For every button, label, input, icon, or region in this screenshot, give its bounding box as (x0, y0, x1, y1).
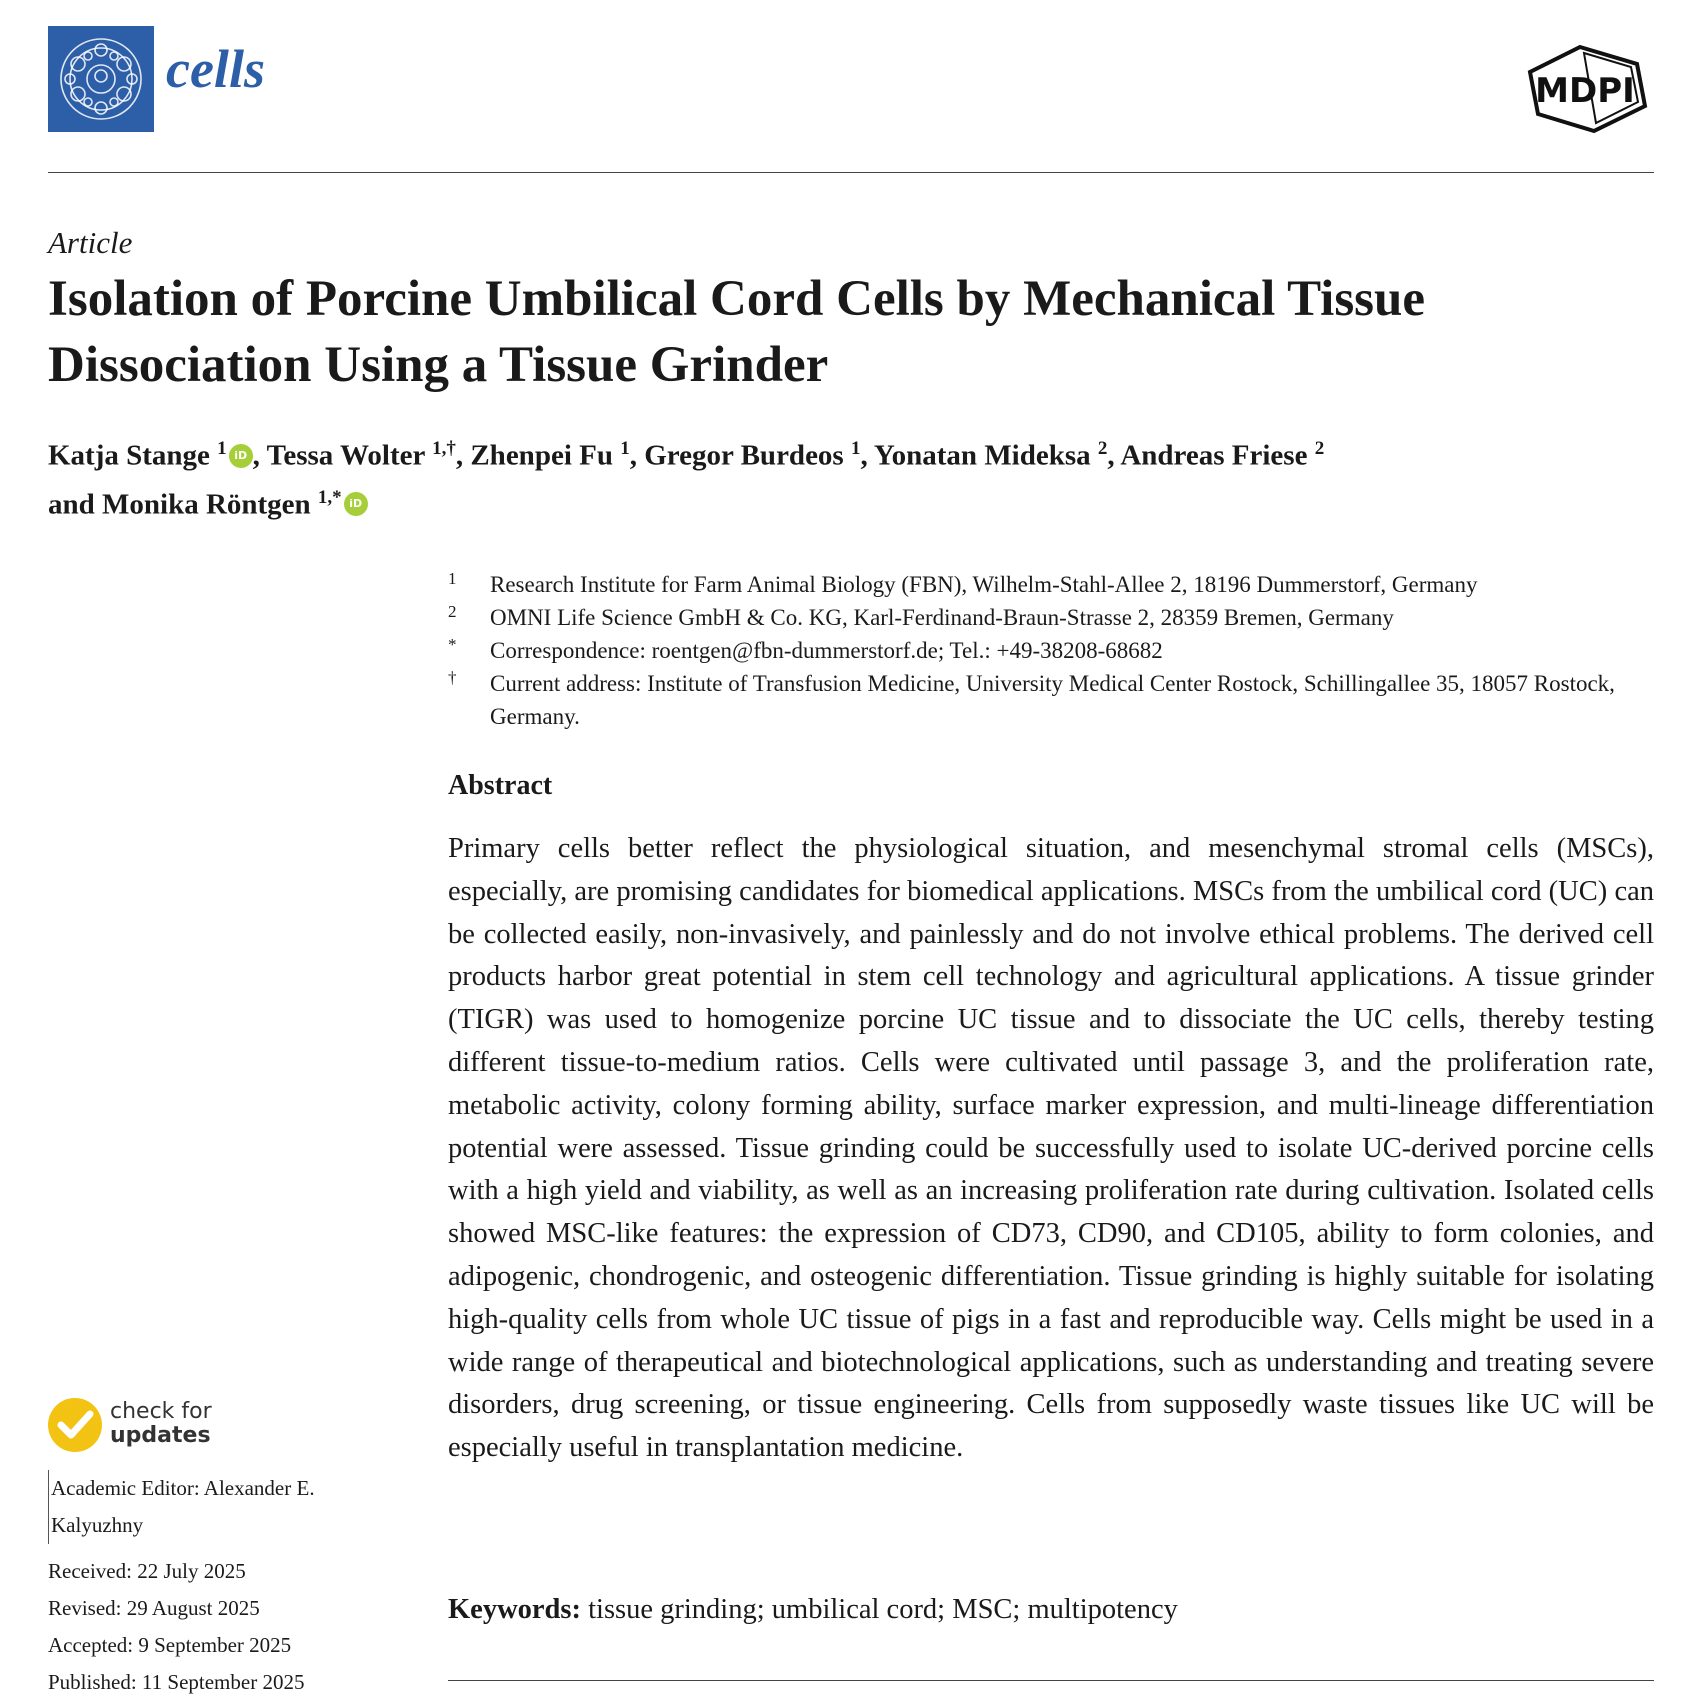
abstract-heading: Abstract (448, 770, 553, 801)
affiliation-text: Current address: Institute of Transfusion Medicine, University Medical Center Rostock, Schillingallee 35, 18057 Rostock, Germany. (490, 671, 1615, 729)
check-updates-line1: check for (110, 1399, 212, 1424)
author-name[interactable]: Andreas Friese (1120, 439, 1308, 472)
author-list: Katja Stange $^1$ iD , Tessa Wolter $^{1,\dagger}$, Zhenpei Fu $^1$, Gregor Burdeos $^1$, Yonatan Mideksa $^2$, Andreas Friese $^2$ and Monika Röntgen $^{1,*}$ iD (48, 438, 1325, 521)
date-item: Accepted: 9 September 2025 (48, 1633, 292, 1657)
date-item: Revised: 29 August 2025 (48, 1596, 260, 1620)
affiliation-mark: † (448, 668, 457, 687)
keywords-text: tissue grinding; umbilical cord; MSC; multipotency (588, 1594, 1178, 1625)
header-divider (48, 172, 1654, 173)
mdpi-hexagon-icon (1520, 44, 1654, 134)
abstract-divider (448, 1680, 1654, 1681)
cell-cluster-icon (48, 26, 154, 132)
author-affiliation-mark: 1 (620, 438, 630, 459)
article-type: Article (48, 225, 133, 260)
affiliation-item (448, 601, 1658, 634)
publisher-name: MDPI (1535, 71, 1635, 111)
author-name[interactable]: Gregor Burdeos (644, 439, 844, 472)
author-affiliation-mark: 1,* (317, 486, 342, 508)
affiliation-item (448, 667, 1658, 733)
author-affiliation-mark: 1,† (432, 438, 456, 459)
affiliation-mark: * (448, 635, 457, 654)
author-name[interactable]: Katja Stange (48, 439, 210, 472)
check-for-updates-button[interactable] (48, 1398, 268, 1454)
affiliation-item (448, 568, 1658, 601)
author-name[interactable]: Zhenpei Fu (470, 439, 613, 472)
author-affiliation-mark: 2 (1314, 438, 1325, 459)
author-affiliation-mark: 1 (850, 438, 861, 459)
affiliation-list (448, 568, 1658, 733)
affiliation-text: Correspondence: roentgen@fbn-dummerstorf.de; Tel.: +49-38208-68682 (490, 638, 1163, 663)
article-title: Isolation of Porcine Umbilical Cord Cells by Mechanical Tissue Dissociation Using a Tissue Grinder (48, 271, 1426, 393)
date-item: Published: 11 September 2025 (48, 1670, 305, 1694)
publisher-logo[interactable] (1520, 44, 1654, 134)
affiliation-text: OMNI Life Science GmbH & Co. KG, Karl-Ferdinand-Braun-Strasse 2, 28359 Bremen, Germany (490, 605, 1394, 630)
checkmark-icon (48, 1398, 102, 1452)
author-affiliation-mark: 2 (1097, 438, 1108, 459)
journal-logo[interactable] (48, 26, 154, 132)
journal-name[interactable]: cells (166, 39, 265, 99)
author-name[interactable]: Yonatan Mideksa (873, 439, 1091, 472)
keywords-label: Keywords: (448, 1594, 581, 1625)
date-item: Received: 22 July 2025 (48, 1559, 246, 1583)
affiliation-mark: 1 (448, 569, 457, 588)
author-affiliation-mark: 1 (217, 438, 227, 459)
abstract-text: Primary cells better reflect the physiological situation, and mesenchymal stromal cells (MSCs), especially, are promising candidates for biomedical applications. MSCs from the umbilical cord (UC) can be collected easily, non-invasively, and painlessly and do not involve ethical problems. The derived cell products harbor great potential in stem cell technology and agricultural applications. A tissue grinder (TIGR) was used to homogenize porcine UC tissue and to dissociate the UC cells, thereby testing different tissue-to-medium ratios. Cells were cultivated until passage 3, and the proliferation rate, metabolic activity, colony forming ability, surface marker expression, and multi-lineage differentiation potential were assessed. Tissue grinding could be successfully used to isolate UC-derived porcine cells with a high yield and viability, as well as an increasing proliferation rate during cultivation. Isolated cells showed MSC-like features: the expression of CD73, CD90, and CD105, ability to form colonies, and adipogenic, chondrogenic, and osteogenic differentiation. Tissue grinding is highly suitable for isolating high-quality cells from whole UC tissue of pigs in a fast and reproducible way. Cells might be used in a wide range of therapeutical and biotechnological applications, such as understanding and treating severe disorders, drug screening, or tissue engineering. Cells from supposedly waste tissues like UC will be especially useful in transplantation medicine. (448, 833, 1654, 1464)
orcid-icon[interactable]: iD (344, 492, 368, 516)
author-name[interactable]: and Monika Röntgen (48, 488, 311, 521)
publication-dates (48, 1553, 304, 1701)
keywords (448, 1594, 1178, 1626)
orcid-icon[interactable]: iD (229, 444, 253, 468)
academic-editor: Academic Editor: Alexander E. Kalyuzhny (48, 1470, 361, 1544)
check-updates-line2: updates (110, 1423, 211, 1448)
author-name[interactable]: Tessa Wolter (266, 439, 425, 472)
affiliation-item (448, 634, 1658, 667)
affiliation-text: Research Institute for Farm Animal Biology (FBN), Wilhelm-Stahl-Allee 2, 18196 Dummerstorf, Germany (490, 572, 1478, 597)
affiliation-mark: 2 (448, 602, 457, 621)
